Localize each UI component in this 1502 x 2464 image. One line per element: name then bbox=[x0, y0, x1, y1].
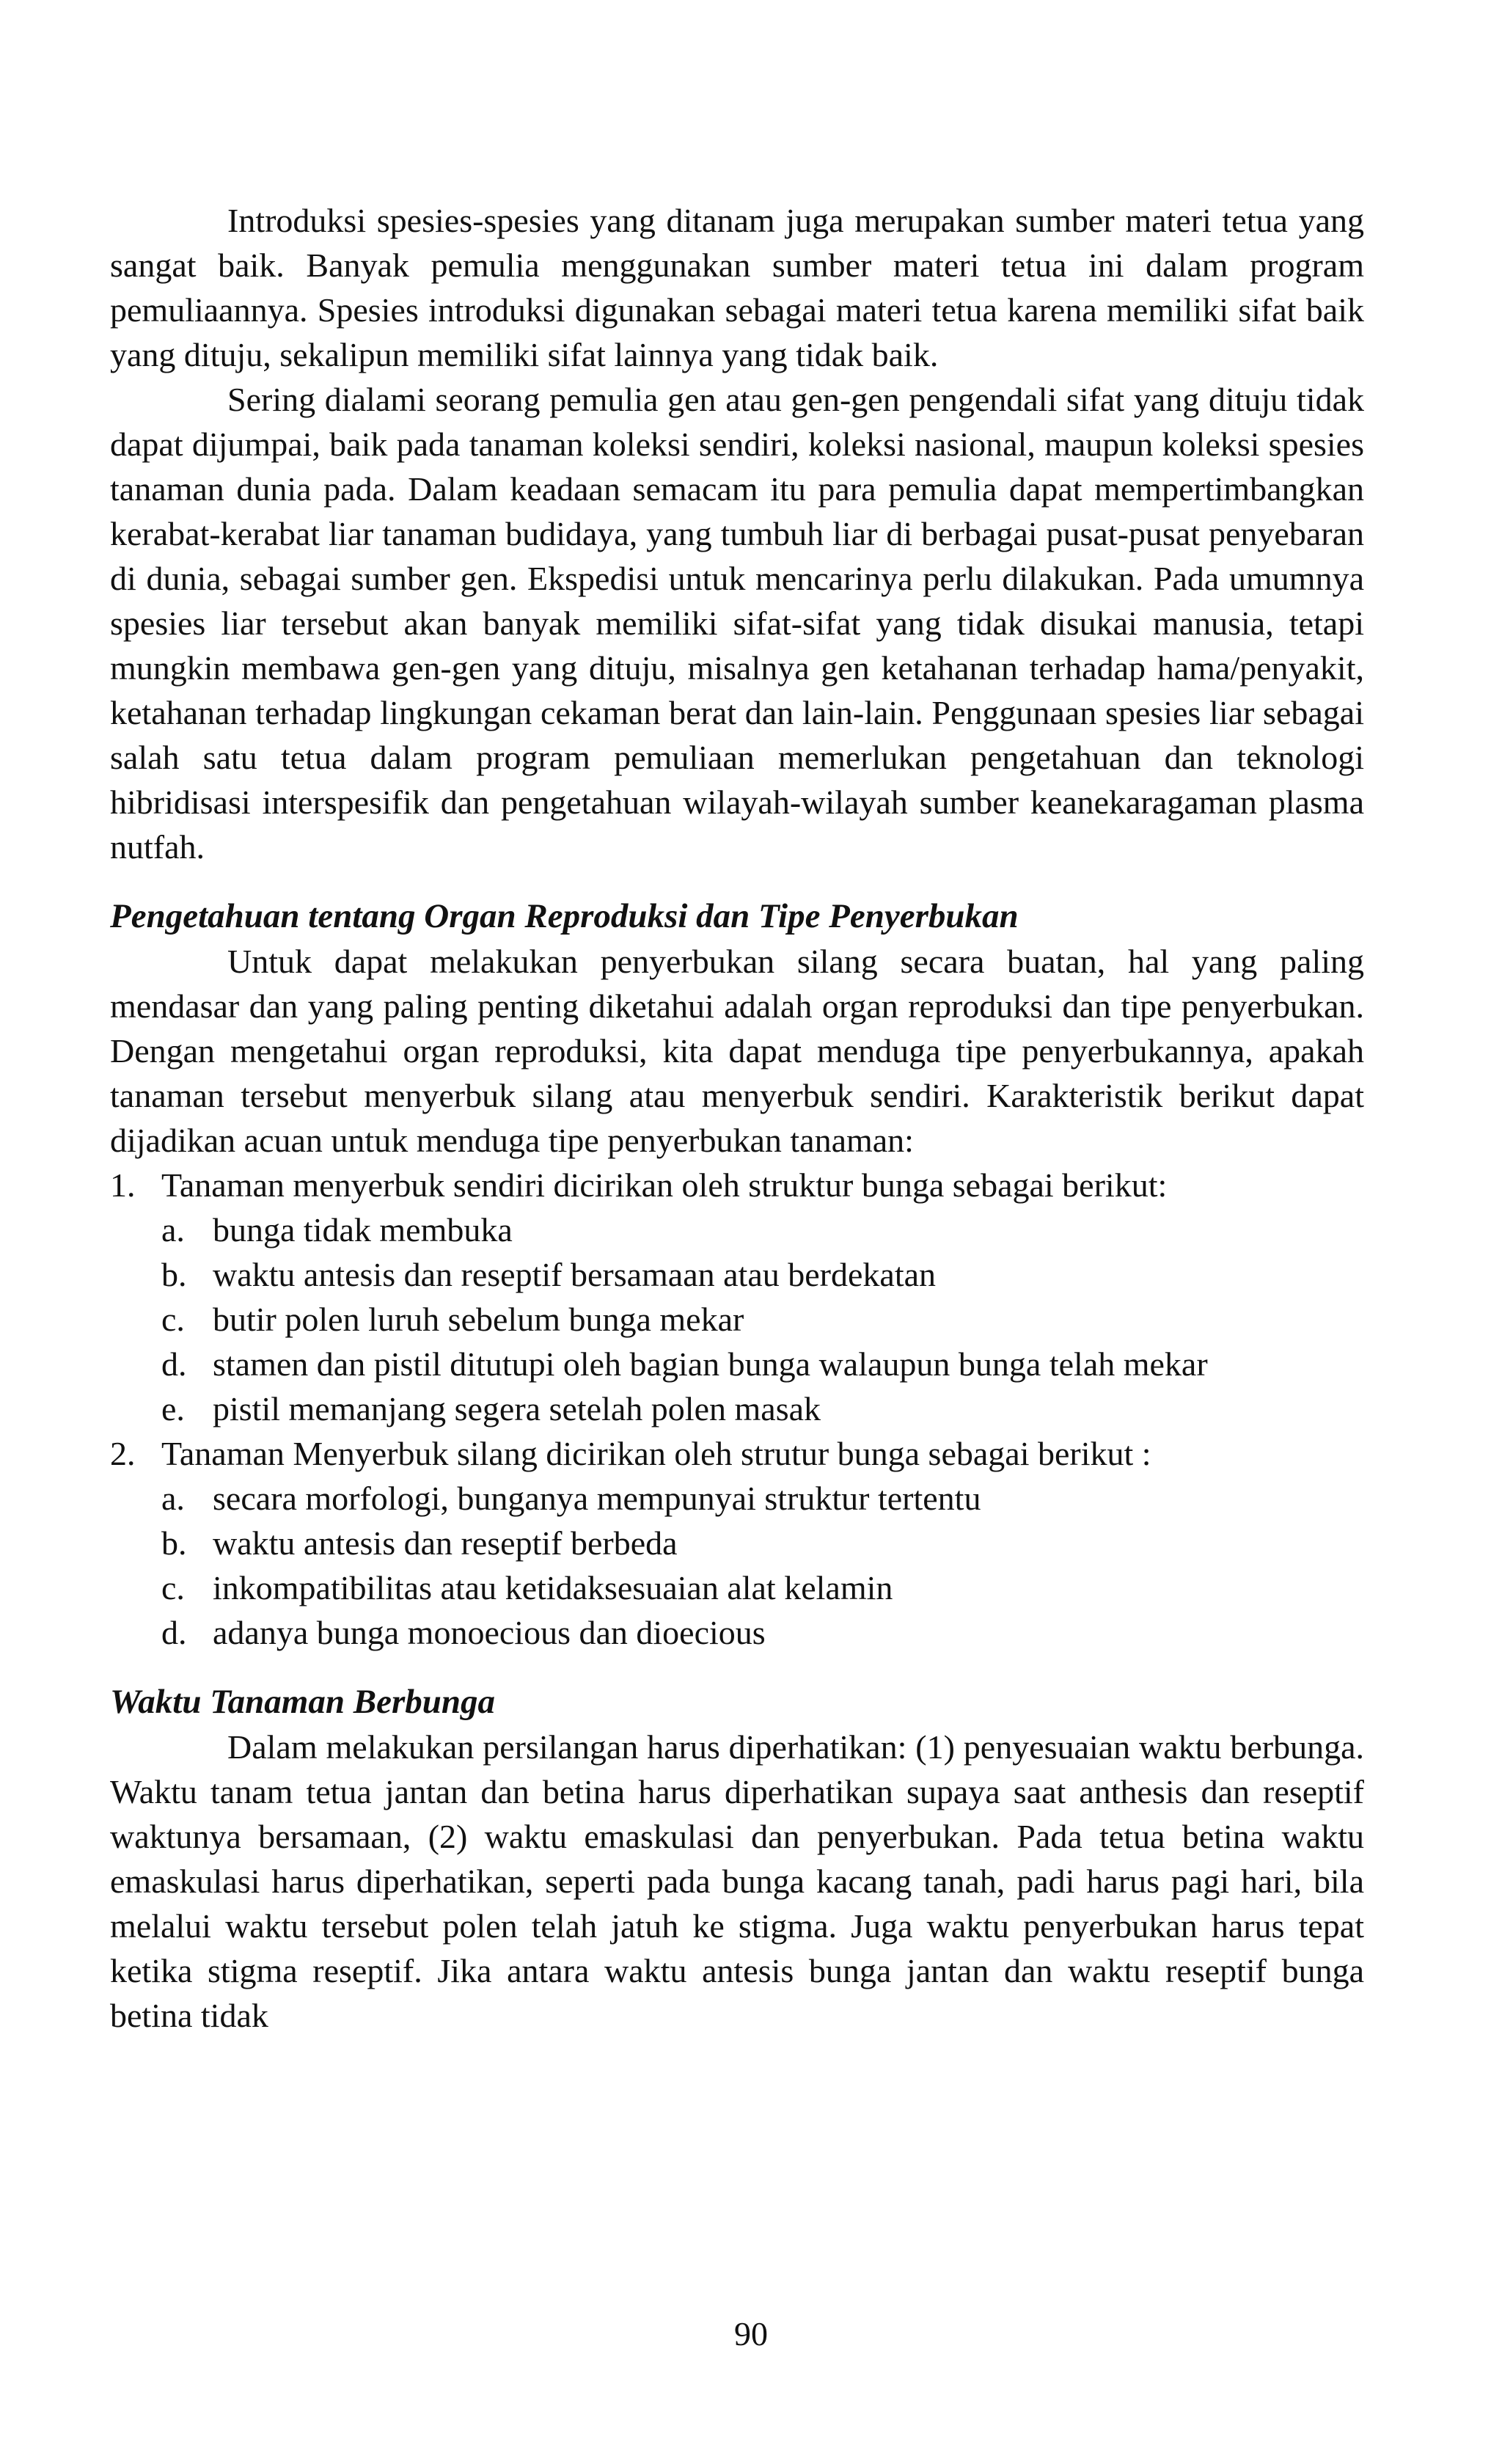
heading-organ-reproduksi: Pengetahuan tentang Organ Reproduksi dan Tipe Penyerbukan bbox=[110, 897, 1019, 935]
sub-list-item bbox=[161, 1252, 1364, 1297]
list-item-text: Tanaman menyerbuk sendiri dicirikan oleh struktur bunga sebagai berikut: bbox=[161, 1166, 1168, 1204]
list-item-text: Tanaman Menyerbuk silang dicirikan oleh strutur bunga sebagai berikut : bbox=[161, 1435, 1151, 1472]
sub-list-item bbox=[161, 1565, 1364, 1610]
page-body bbox=[110, 198, 1364, 2038]
sub-list-text: waktu antesis dan reseptif bersamaan atau berdekatan bbox=[213, 1256, 937, 1293]
list-number: 1. bbox=[110, 1166, 136, 1204]
list-item-cross-pollination bbox=[110, 1431, 1364, 1655]
page-number: 90 bbox=[734, 2315, 768, 2353]
sub-list-letter: a. bbox=[161, 1211, 185, 1249]
sub-list-item bbox=[161, 1297, 1364, 1342]
sub-list-item bbox=[161, 1521, 1364, 1565]
paragraph-introduksi: Introduksi spesies-spesies yang ditanam juga merupakan sumber materi tetua yang sangat baik. Banyak pemulia menggunakan sumber materi tetua ini dalam program pemuliaannya. Spesies introduksi digunakan sebagai materi tetua karena memiliki sifat baik yang dituju, sekalipun memiliki sifat lainnya yang tidak baik. bbox=[110, 202, 1364, 373]
sub-list-text: stamen dan pistil ditutupi oleh bagian bunga walaupun bunga telah mekar bbox=[213, 1345, 1208, 1383]
sub-list-letter: d. bbox=[161, 1614, 187, 1651]
sub-list-letter: d. bbox=[161, 1345, 187, 1383]
sub-list-text: pistil memanjang segera setelah polen masak bbox=[213, 1390, 821, 1427]
list-number: 2. bbox=[110, 1435, 136, 1472]
pollination-type-list bbox=[110, 1163, 1364, 1655]
sub-list-text: secara morfologi, bunganya mempunyai struktur tertentu bbox=[213, 1480, 981, 1517]
sub-list bbox=[161, 1476, 1364, 1655]
sub-list-letter: b. bbox=[161, 1524, 187, 1562]
sub-list-item bbox=[161, 1476, 1364, 1521]
sub-list-letter: c. bbox=[161, 1569, 185, 1606]
paragraph-organ-reproduksi: Untuk dapat melakukan penyerbukan silang secara buatan, hal yang paling mendasar dan yang paling penting diketahui adalah organ reproduksi dan tipe penyerbukan. Dengan mengetahui organ reproduksi, kita dapat menduga tipe penyerbukannya, apakah tanaman tersebut menyerbuk silang atau menyerbuk sendiri. Karakteristik berikut dapat dijadikan acuan untuk menduga tipe penyerbukan tanaman: bbox=[110, 943, 1364, 1159]
sub-list-letter: a. bbox=[161, 1480, 185, 1517]
heading-waktu-berbunga: Waktu Tanaman Berbunga bbox=[110, 1683, 496, 1721]
sub-list-letter: c. bbox=[161, 1301, 185, 1338]
paragraph-waktu-berbunga: Dalam melakukan persilangan harus diperhatikan: (1) penyesuaian waktu berbunga. Waktu tanam tetua jantan dan betina harus diperhatikan supaya saat anthesis dan reseptif waktunya bersamaan, (2) waktu emaskulasi dan penyerbukan. Pada tetua betina waktu emaskulasi harus diperhatikan, seperti pada bunga kacang tanah, padi harus pagi hari, bila melalui waktu tersebut polen telah jatuh ke stigma. Juga waktu penyerbukan harus tepat ketika stigma reseptif. Jika antara waktu antesis bunga jantan dan waktu reseptif bunga betina tidak bbox=[110, 1728, 1364, 2034]
sub-list-text: inkompatibilitas atau ketidaksesuaian alat kelamin bbox=[213, 1569, 893, 1606]
sub-list-text: bunga tidak membuka bbox=[213, 1211, 513, 1249]
sub-list-item bbox=[161, 1386, 1364, 1431]
sub-list-item bbox=[161, 1207, 1364, 1252]
sub-list-text: butir polen luruh sebelum bunga mekar bbox=[213, 1301, 744, 1338]
sub-list-item bbox=[161, 1610, 1364, 1655]
sub-list bbox=[161, 1207, 1364, 1431]
sub-list-text: waktu antesis dan reseptif berbeda bbox=[213, 1524, 678, 1562]
paragraph-kerabat-liar: Sering dialami seorang pemulia gen atau gen-gen pengendali sifat yang dituju tidak dapat dijumpai, baik pada tanaman koleksi sendiri, koleksi nasional, maupun koleksi spesies tanaman dunia pada. Dalam keadaan semacam itu para pemulia dapat mempertimbangkan kerabat-kerabat liar tanaman budidaya, yang tumbuh liar di berbagai pusat-pusat penyebaran di dunia, sebagai sumber gen. Ekspedisi untuk mencarinya perlu dilakukan. Pada umumnya spesies liar tersebut akan banyak memiliki sifat-sifat yang tidak disukai manusia, tetapi mungkin membawa gen-gen yang dituju, misalnya gen ketahanan terhadap hama/penyakit, ketahanan terhadap lingkungan cekaman berat dan lain-lain. Penggunaan spesies liar sebagai salah satu tetua dalam program pemuliaan memerlukan pengetahuan dan teknologi hibridisasi interspesifik dan pengetahuan wilayah-wilayah sumber keanekaragaman plasma nutfah. bbox=[110, 381, 1364, 866]
list-item-self-pollination bbox=[110, 1163, 1364, 1431]
sub-list-text: adanya bunga monoecious dan dioecious bbox=[213, 1614, 766, 1651]
sub-list-item bbox=[161, 1342, 1364, 1386]
sub-list-letter: e. bbox=[161, 1390, 185, 1427]
sub-list-letter: b. bbox=[161, 1256, 187, 1293]
